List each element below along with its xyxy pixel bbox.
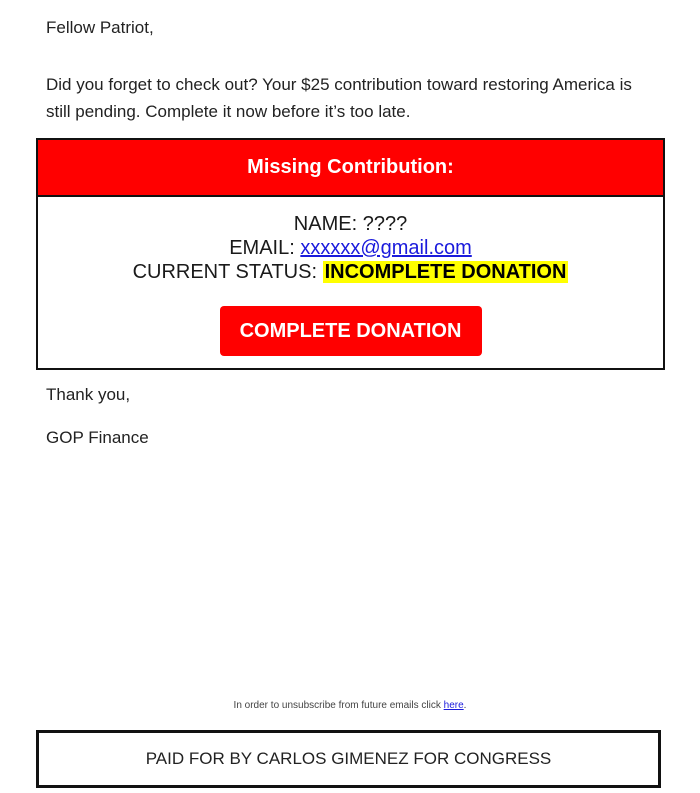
missing-contribution-box [36, 138, 665, 370]
name-value: ???? [362, 213, 408, 235]
email-row [38, 236, 663, 260]
name-row [38, 212, 663, 236]
contribution-details [38, 197, 663, 356]
unsubscribe-notice [0, 700, 700, 712]
missing-contribution-header: Missing Contribution: [38, 140, 663, 197]
unsubscribe-text: In order to unsubscribe from future emails click [233, 700, 444, 711]
email-link[interactable]: xxxxxx@gmail.com [300, 237, 472, 259]
thanks-text: Thank you, [46, 385, 131, 404]
status-badge: INCOMPLETE DONATION [324, 261, 567, 283]
name-label: NAME: [293, 213, 363, 235]
unsubscribe-link[interactable]: here [443, 700, 464, 711]
greeting-text: Fellow Patriot, [46, 18, 154, 37]
email-label: EMAIL: [229, 237, 301, 259]
status-label: CURRENT STATUS: [132, 261, 323, 283]
intro-paragraph: Did you forget to check out? Your $25 contribution toward restoring America is still pending. Complete it now before it’s too late. [46, 75, 632, 121]
status-row [38, 260, 663, 284]
signature-text: GOP Finance [46, 428, 149, 447]
complete-donation-button[interactable]: COMPLETE DONATION [220, 306, 482, 356]
paid-for-disclaimer: PAID FOR BY CARLOS GIMENEZ FOR CONGRESS [36, 730, 661, 788]
unsubscribe-trailing: . [463, 700, 467, 711]
